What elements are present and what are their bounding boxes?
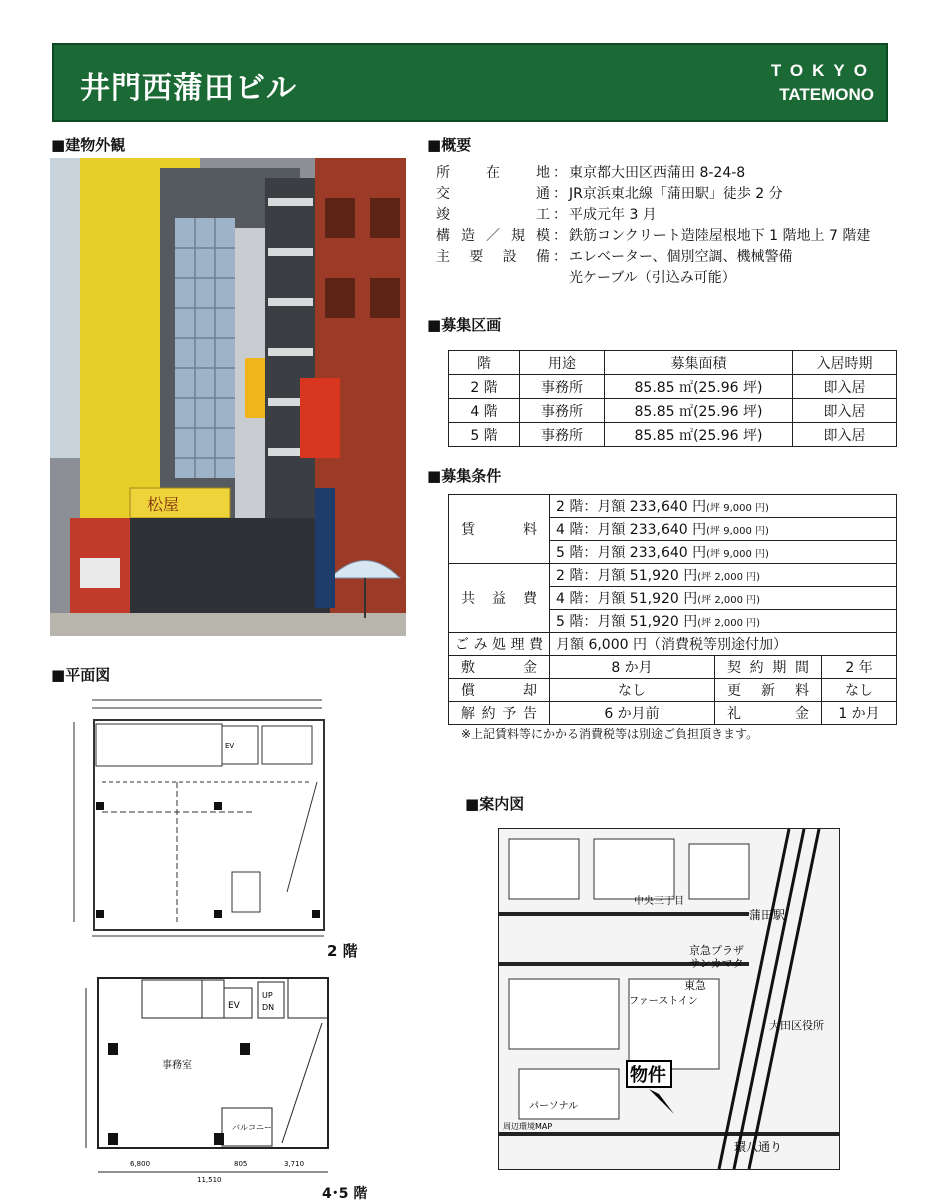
ev-label: EV [228, 1001, 240, 1011]
kanpachi-label: 環八通り [734, 1140, 783, 1154]
area-map-drawing [499, 829, 839, 1169]
garbage-value: 月額 6,000 円（消費税等別途付加） [550, 633, 897, 656]
dim-label: 805 [234, 1160, 248, 1168]
table-row [449, 679, 897, 702]
summary-key: 交通 [436, 186, 550, 202]
table-row [449, 633, 897, 656]
table-cell: 85.85 ㎡(25.96 坪) [605, 375, 793, 399]
floor45-label: 4･5 階 [322, 1186, 368, 1202]
section-units: ■ 募集区画 [427, 314, 501, 335]
summary-key: 構造／規模 [436, 228, 550, 244]
header-cell: 募集面積 [605, 351, 793, 375]
table-cell: 契約期間 [715, 656, 822, 679]
map-label: ファーストイン [629, 996, 698, 1007]
keikyu-station-label: 東急 [684, 979, 706, 992]
area-map [498, 828, 840, 1170]
room-label: 事務室 [162, 1060, 192, 1071]
table-cell: 事務所 [520, 399, 605, 423]
table-row [449, 495, 897, 518]
dim-label: 3,710 [284, 1160, 305, 1168]
table-row [449, 399, 897, 423]
table-cell: 解約予告 [449, 702, 550, 725]
up-label: UP [262, 991, 273, 1000]
summary-value: 鉄筋コンクリート造陸屋根地下 1 階地上 7 階建 [569, 228, 871, 244]
table-row [449, 375, 897, 399]
map-label: 周辺環境MAP [503, 1122, 553, 1131]
summary-key: 主要設備 [436, 249, 550, 265]
common-fee-cell: 2 階：月額 51,920 円(坪 2,000 円) [550, 564, 897, 587]
table-cell: 償却 [449, 679, 550, 702]
floorplan-2f [62, 692, 332, 942]
table-cell: なし [822, 679, 897, 702]
header-cell: 用途 [520, 351, 605, 375]
matsuya-sign: 松屋 [147, 495, 180, 514]
section-conditions: ■ 募集条件 [427, 465, 501, 486]
summary-value: エレベーター、個別空調、機械警備 [569, 249, 793, 265]
property-marker-label: 物件 [630, 1065, 666, 1086]
summary-value: 平成元年 3 月 [569, 207, 657, 223]
conditions-table [448, 494, 897, 725]
table-cell: 2 階 [449, 375, 520, 399]
rent-cell: 5 階：月額 233,640 円(坪 9,000 円) [550, 541, 897, 564]
section-map: ■ 案内図 [465, 793, 524, 814]
garbage-label: ごみ処理費 [449, 633, 550, 656]
table-cell: 85.85 ㎡(25.96 坪) [605, 423, 793, 447]
brand-line-1: TOKYO [770, 61, 876, 80]
table-cell: 6 か月前 [550, 702, 715, 725]
summary-key: 竣工 [436, 207, 550, 223]
table-cell: 即入居 [793, 399, 897, 423]
dn-label: DN [262, 1003, 275, 1012]
table-cell: 8 か月 [550, 656, 715, 679]
table-cell: 礼金 [715, 702, 822, 725]
table-cell: 即入居 [793, 423, 897, 447]
floorplan-2f-drawing [62, 692, 332, 942]
floor2-label: 2 階 [327, 942, 358, 960]
table-row [449, 656, 897, 679]
dim-total: 11,510 [197, 1176, 222, 1184]
building-title: 井門西蒲田ビル [80, 71, 297, 106]
summary-value: JR京浜東北線「蒲田駅」徒歩 2 分 [569, 186, 783, 202]
header-cell: 入居時期 [793, 351, 897, 375]
table-row [449, 423, 897, 447]
title-banner [52, 43, 888, 122]
map-label: パーソナル [529, 1101, 579, 1112]
rent-cell: 2 階：月額 233,640 円(坪 9,000 円) [550, 495, 897, 518]
section-exterior: ■ 建物外観 [51, 134, 125, 155]
table-cell: なし [550, 679, 715, 702]
table-cell: 事務所 [520, 375, 605, 399]
table-row [449, 564, 897, 587]
building-photo [50, 158, 406, 636]
ev-label: EV [225, 742, 235, 750]
common-fee-label: 共益費 [449, 564, 550, 633]
common-fee-cell: 4 階：月額 51,920 円(坪 2,000 円) [550, 587, 897, 610]
tax-note: ※上記賃料等にかかる消費税等は別途ご負担頂きます。 [461, 727, 759, 741]
table-cell: 敷金 [449, 656, 550, 679]
building-photo-illustration [50, 158, 406, 636]
table-cell: 事務所 [520, 423, 605, 447]
rent-label: 賃料 [449, 495, 550, 564]
table-row [449, 702, 897, 725]
common-fee-cell: 5 階：月額 51,920 円(坪 2,000 円) [550, 610, 897, 633]
map-label: 京急プラザ [689, 944, 744, 957]
table-cell: 1 か月 [822, 702, 897, 725]
table-cell: 更新料 [715, 679, 822, 702]
dim-label: 6,800 [130, 1160, 151, 1168]
summary-value: 光ケーブル（引込み可能） [569, 270, 736, 286]
header-cell: 階 [449, 351, 520, 375]
balcony-label: バルコニー [232, 1123, 272, 1132]
map-label: サンカマタ [689, 957, 744, 970]
ward-office-label: 大田区役所 [769, 1019, 824, 1032]
table-header-row [449, 351, 897, 375]
table-cell: 85.85 ㎡(25.96 坪) [605, 399, 793, 423]
summary-key: 所在地 [436, 165, 550, 181]
summary-value: 東京都大田区西蒲田 8-24-8 [569, 165, 746, 181]
station-label: 蒲田駅 [749, 908, 786, 922]
section-floorplan: ■ 平面図 [51, 664, 110, 685]
brand-line-2: TATEMONO [779, 85, 874, 104]
table-cell: 5 階 [449, 423, 520, 447]
table-cell: 4 階 [449, 399, 520, 423]
section-summary: ■ 概要 [427, 134, 471, 155]
floorplan-45f-drawing [62, 968, 342, 1188]
rent-cell: 4 階：月額 233,640 円(坪 9,000 円) [550, 518, 897, 541]
units-table [448, 350, 897, 447]
table-cell: 即入居 [793, 375, 897, 399]
table-cell: 2 年 [822, 656, 897, 679]
map-label: 中央三丁目 [634, 896, 684, 907]
floorplan-45f [62, 968, 342, 1188]
